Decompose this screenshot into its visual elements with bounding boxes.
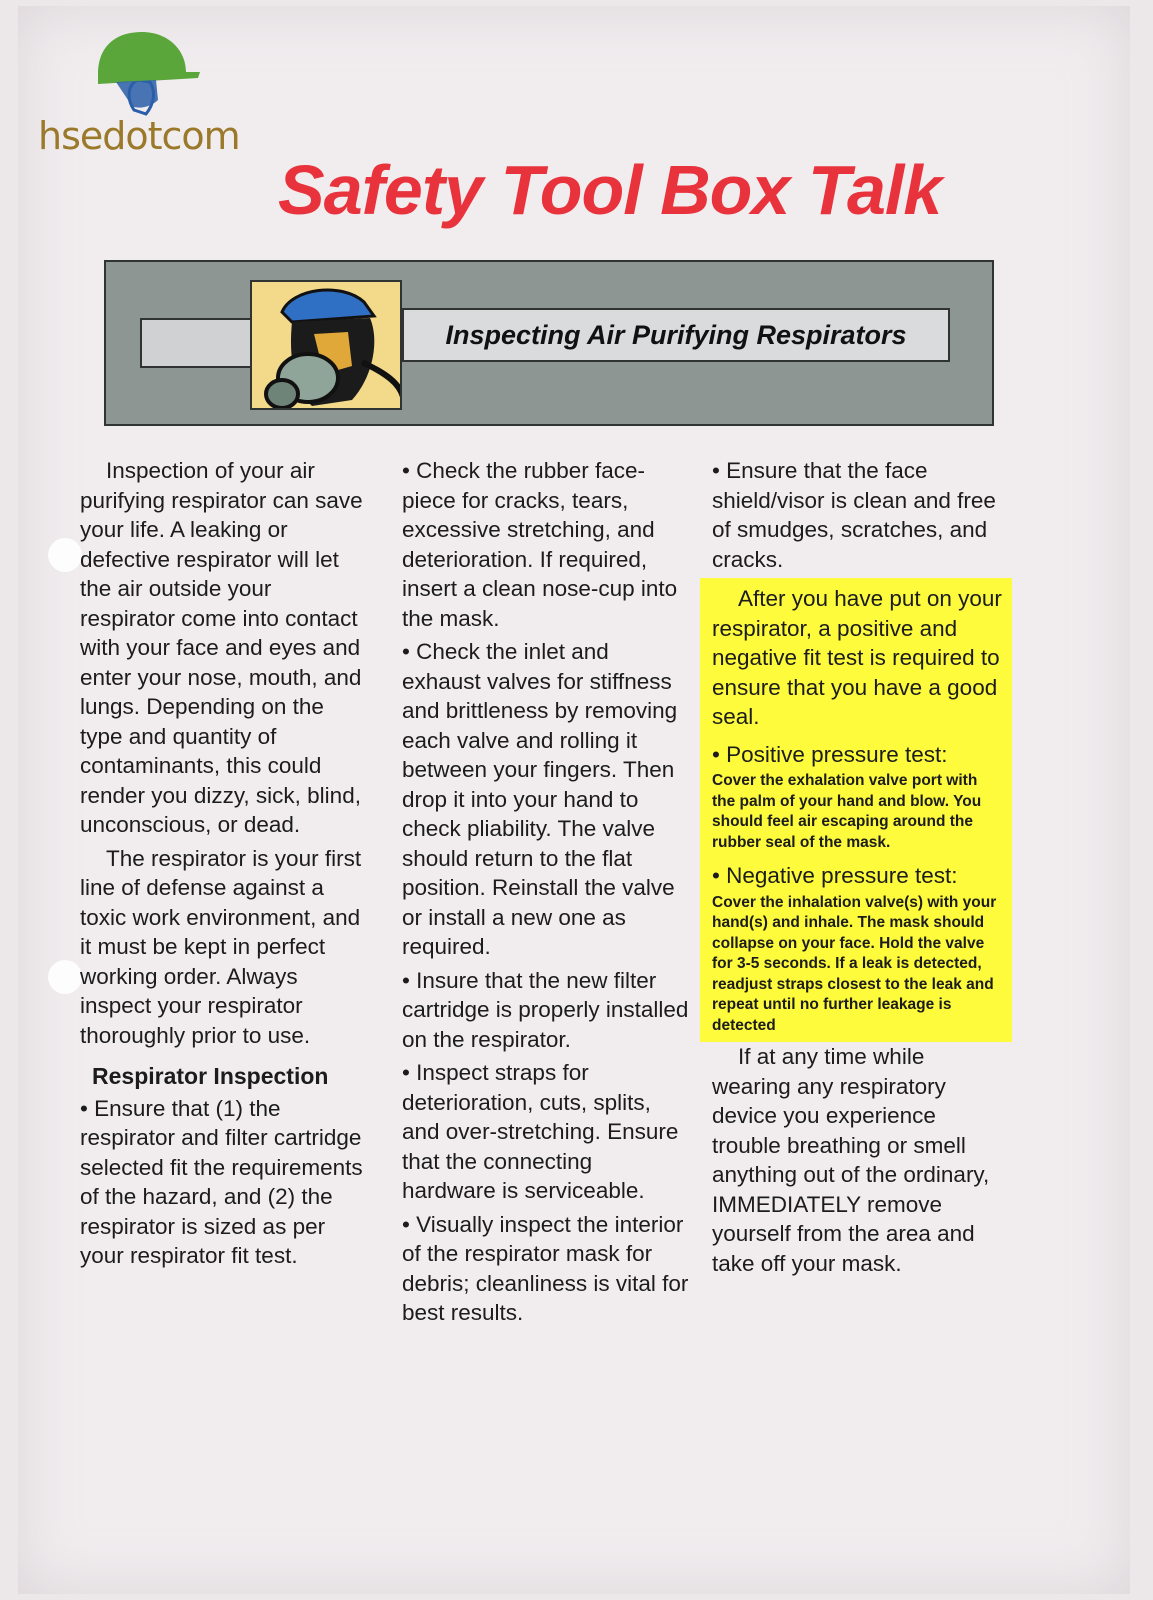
list-item: • Check the inlet and exhaust valves for stiffness and brittleness by removing each valve and rolling it between your fingers. Then drop it into your hand to check pliability. The valve should return to the flat position. Reinstall the valve or install a new one as required. bbox=[402, 639, 678, 959]
column-2 bbox=[402, 456, 692, 1328]
negative-test-text: Cover the inhalation valve(s) with your hand(s) and inhale. The mask should collapse on your face. Hold the valve for 3-5 seconds. If a leak is detected, readjust straps closest to the leak and repeat until no further leakage is detected bbox=[712, 893, 997, 1034]
list-item: • Insure that the new filter cartridge is properly installed on the respirator. bbox=[402, 967, 689, 1052]
list-item: • Inspect straps for deterioration, cuts, splits, and over-stretching. Ensure that the connecting hardware is serviceable. bbox=[402, 1060, 679, 1203]
list-item: • Check the rubber face-piece for cracks, tears, excessive stretching, and deterioration. If required, insert a clean nose-cup into the mask. bbox=[402, 458, 678, 631]
positive-test-text: Cover the exhalation valve port with the palm of your hand and blow. You should feel air escaping around the rubber seal of the mask. bbox=[712, 772, 982, 851]
list-item: • Ensure that the face shield/visor is clean and free of smudges, scratches, and cracks. bbox=[712, 458, 996, 572]
logo-text: hsedotcom bbox=[38, 114, 240, 158]
closing-paragraph: If at any time while wearing any respiratory device you experience trouble breathing or smell anything out of the ordinary, IMMEDIATELY remove yourself from the area and take off your mask. bbox=[712, 1044, 990, 1276]
banner bbox=[104, 260, 994, 426]
punch-hole bbox=[48, 538, 82, 572]
punch-hole bbox=[48, 960, 82, 994]
positive-test-title: • Positive pressure test: bbox=[712, 741, 948, 767]
section-heading: Respirator Inspection bbox=[92, 1063, 329, 1089]
worker-respirator-illustration bbox=[250, 280, 402, 410]
defense-paragraph: The respirator is your first line of defense against a toxic work environment, and it must be kept in perfect working order. Always inspect your respirator thoroughly prior to use. bbox=[80, 845, 362, 1048]
logo bbox=[38, 26, 240, 166]
list-item: • Ensure that (1) the respirator and filter cartridge selected fit the requirements of the hazard, and (2) the respirator is sized as per your respirator fit test. bbox=[80, 1095, 363, 1268]
negative-test-title: • Negative pressure test: bbox=[712, 863, 958, 888]
page-title: Safety Tool Box Talk bbox=[278, 151, 942, 229]
column-1 bbox=[80, 456, 370, 1271]
hardhat-head-icon bbox=[76, 26, 206, 118]
list-item: • Visually inspect the interior of the respirator mask for debris; cleanliness is vital for best results. bbox=[402, 1211, 689, 1325]
banner-bar-left bbox=[140, 318, 260, 368]
banner-subtitle: Inspecting Air Purifying Respirators bbox=[402, 308, 950, 362]
fit-test-highlight bbox=[700, 578, 1012, 1042]
intro-paragraph: Inspection of your air purifying respirator can save your life. A leaking or defective respirator will let the air outside your respirator come into contact with your face and eyes and enter your nose, mouth, and lungs. Depending on the type and quantity of contaminants, this could render you dizzy, sick, blind, unconscious, or dead. bbox=[80, 458, 363, 837]
fit-test-intro: After you have put on your respirator, a positive and negative fit test is required to ensure that you have a good seal. bbox=[712, 586, 1002, 729]
column-3 bbox=[712, 456, 1002, 1278]
